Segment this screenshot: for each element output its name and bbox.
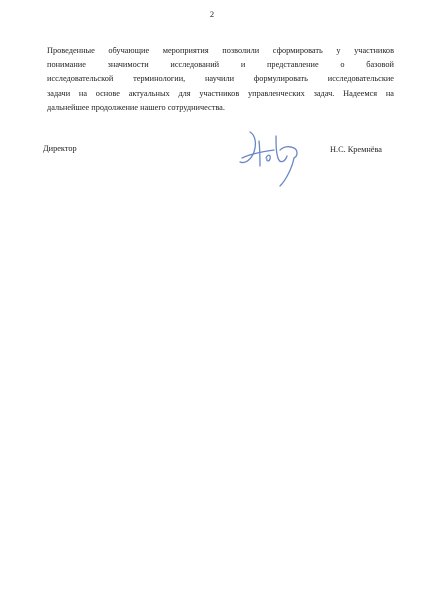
page-number: 2	[209, 9, 215, 19]
paragraph-line: понимание значимости исследований и представление о базовой	[47, 60, 394, 70]
paragraph-line: исследовательской терминологии, научили формулировать исследовательские	[47, 74, 394, 84]
handwritten-signature	[236, 128, 310, 190]
paragraph-line: дальнейшее продолжение нашего сотрудничества.	[47, 102, 225, 112]
paragraph-line: Проведенные обучающие мероприятия позволили сформировать у участников	[47, 46, 394, 55]
paragraph-line: задачи на основе актуальных для участников управленческих задач. Надеемся на	[47, 88, 394, 98]
signatory-role: Директор	[43, 144, 77, 153]
signatory-name: Н.С. Кремнёва	[330, 145, 382, 154]
body-paragraph	[47, 44, 394, 115]
